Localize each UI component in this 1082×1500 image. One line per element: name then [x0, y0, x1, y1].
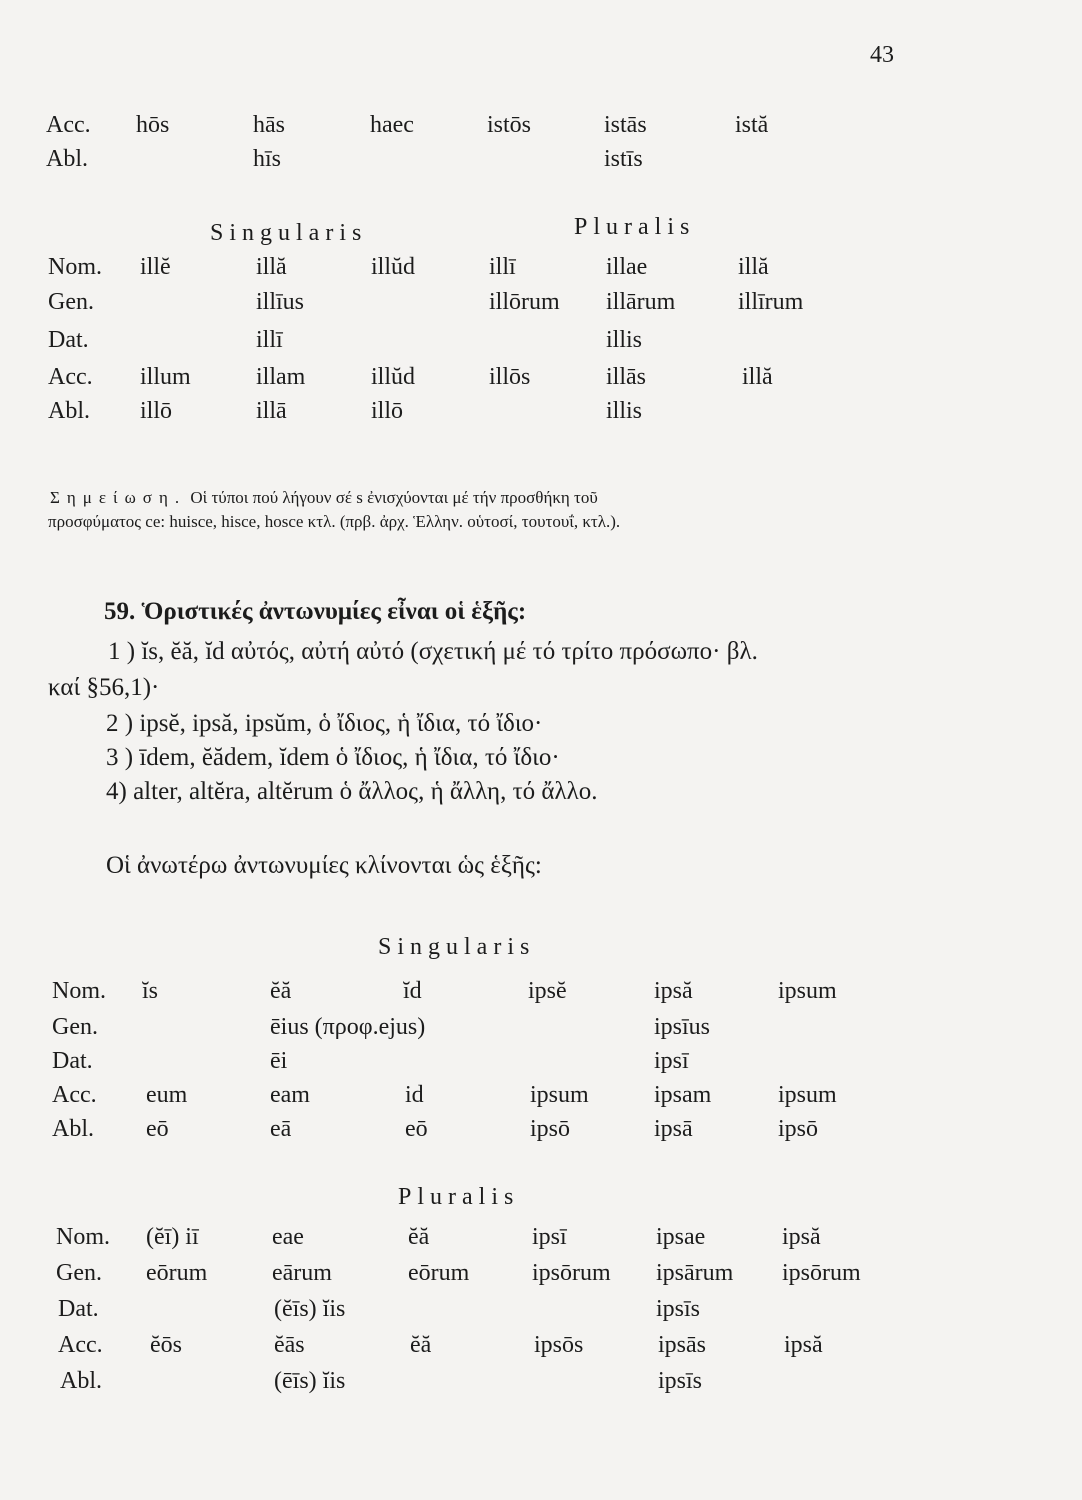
form-cell: illis	[606, 398, 643, 424]
form-cell: ĕās	[274, 1332, 305, 1358]
form-cell: ipsīus	[654, 1014, 711, 1040]
case-label: Acc.	[46, 112, 91, 138]
form-cell: illis	[606, 327, 643, 353]
form-cell: illō	[371, 398, 404, 424]
form-cell: illă	[738, 254, 769, 280]
list-item: 3 ) īdem, ĕădem, ĭdem ὁ ἴδιος, ἡ ἴδια, τό ἴδιο·	[106, 744, 560, 771]
note-line-2: προσφύματος ce: huisce, hisce, hosce κτλ. (πρβ. ἀρχ. Ἑλλην. οὑτοσί, τουτουΐ, κτλ.).	[48, 512, 621, 531]
table-row	[0, 327, 1082, 359]
form-cell: illă	[742, 364, 773, 390]
form-cell: eō	[405, 1116, 428, 1142]
form-cell: ipsum	[778, 978, 837, 1004]
table-row	[0, 1224, 1082, 1256]
form-cell: illārum	[606, 289, 676, 315]
form-cell: ēius (προφ.ejus)	[270, 1014, 426, 1040]
case-label: Nom.	[52, 978, 106, 1004]
case-label: Gen.	[52, 1014, 98, 1040]
form-cell: ēi	[270, 1048, 288, 1074]
form-cell: eae	[272, 1224, 304, 1250]
form-cell: eō	[146, 1116, 169, 1142]
note-text: Οἱ τύποι πού λήγουν σέ s ἐνισχύονται μέ τήν προσθήκη τοῦ	[190, 488, 598, 507]
section-heading: 59. Ὁριστικές ἀντωνυμίες εἶναι οἱ ἑξῆς:	[104, 598, 527, 625]
form-cell: eārum	[272, 1260, 332, 1286]
case-label: Dat.	[48, 327, 89, 353]
singularis-heading: Singularis	[210, 220, 368, 246]
pluralis-heading: Pluralis	[574, 214, 696, 240]
case-label: Abl.	[48, 398, 90, 424]
form-cell: haec	[370, 112, 414, 138]
form-cell: ĭs	[142, 978, 159, 1004]
form-cell: illŭd	[371, 364, 416, 390]
form-cell: ipsă	[654, 978, 693, 1004]
form-cell: eōrum	[146, 1260, 208, 1286]
declension-intro: Οἱ ἀνωτέρω ἀντωνυμίες κλίνονται ὡς ἑξῆς:	[106, 852, 542, 879]
note-line-1	[50, 488, 598, 508]
table-row	[0, 1014, 1082, 1046]
case-label: Abl.	[46, 146, 88, 172]
case-label: Gen.	[56, 1260, 102, 1286]
form-cell: ipsă	[782, 1224, 821, 1250]
form-cell: ipsīs	[656, 1296, 701, 1322]
form-cell: ipsam	[654, 1082, 712, 1108]
pluralis-heading: Pluralis	[398, 1184, 520, 1210]
form-cell: illō	[140, 398, 173, 424]
form-cell: illā	[256, 398, 287, 424]
case-label: Dat.	[58, 1296, 99, 1322]
form-cell: illī	[489, 254, 516, 280]
form-cell: ipsōs	[534, 1332, 584, 1358]
table-row	[0, 112, 1082, 144]
table-row	[0, 1082, 1082, 1114]
form-cell: ipsā	[654, 1116, 693, 1142]
table-row	[0, 398, 1082, 430]
form-cell: illă	[256, 254, 287, 280]
case-label: Abl.	[52, 1116, 94, 1142]
form-cell: eam	[270, 1082, 310, 1108]
form-cell: eum	[146, 1082, 188, 1108]
form-cell: ipsōrum	[532, 1260, 611, 1286]
table-row	[0, 364, 1082, 396]
note-label: Σημείωση.	[50, 488, 187, 507]
form-cell: ĕōs	[150, 1332, 182, 1358]
list-item: 4) alter, altĕra, altĕrum ὁ ἄλλος, ἡ ἄλλη, τό ἄλλο.	[106, 778, 598, 805]
form-cell: hōs	[136, 112, 170, 138]
form-cell: ĕă	[270, 978, 292, 1004]
form-cell: illĕ	[140, 254, 171, 280]
form-cell: hās	[253, 112, 285, 138]
form-cell: ipsīs	[658, 1368, 703, 1394]
table-row	[0, 1332, 1082, 1364]
case-label: Nom.	[48, 254, 102, 280]
form-cell: ĕă	[410, 1332, 432, 1358]
form-cell: ipsum	[778, 1082, 837, 1108]
form-cell: illās	[606, 364, 646, 390]
form-cell: hīs	[253, 146, 282, 172]
table-row	[0, 1368, 1082, 1400]
form-cell: istās	[604, 112, 647, 138]
list-item: 2 ) ipsĕ, ipsă, ipsŭm, ὁ ἴδιος, ἡ ἴδια, τό ἴδιο·	[106, 710, 543, 737]
form-cell: ĕă	[408, 1224, 430, 1250]
form-cell: illīus	[256, 289, 305, 315]
case-label: Abl.	[60, 1368, 102, 1394]
singularis-heading: Singularis	[378, 934, 536, 960]
form-cell: illae	[606, 254, 648, 280]
form-cell: (ĕī) iī	[146, 1224, 199, 1250]
case-label: Dat.	[52, 1048, 93, 1074]
form-cell: ipsō	[530, 1116, 571, 1142]
form-cell: eā	[270, 1116, 292, 1142]
form-cell: id	[405, 1082, 424, 1108]
case-label: Acc.	[48, 364, 93, 390]
form-cell: illum	[140, 364, 191, 390]
case-label: Acc.	[52, 1082, 97, 1108]
form-cell: istă	[735, 112, 769, 138]
form-cell: ipsă	[784, 1332, 823, 1358]
form-cell: ipsī	[532, 1224, 567, 1250]
form-cell: istōs	[487, 112, 532, 138]
list-item-continuation: καί §56,1)·	[48, 674, 160, 701]
table-row	[0, 254, 1082, 286]
list-item: 1 ) ĭs, ĕă, ĭd αὐτός, αὐτή αὐτό (σχετική μέ τό τρίτο πρόσωπο· βλ.	[108, 638, 758, 665]
form-cell: (ēīs) ĭis	[274, 1368, 346, 1394]
form-cell: ipsae	[656, 1224, 706, 1250]
form-cell: ĭd	[403, 978, 422, 1004]
form-cell: illam	[256, 364, 306, 390]
table-row	[0, 978, 1082, 1010]
table-row	[0, 1048, 1082, 1080]
page-number: 43	[870, 42, 894, 68]
case-label: Nom.	[56, 1224, 110, 1250]
case-label: Gen.	[48, 289, 94, 315]
form-cell: (ĕīs) ĭis	[274, 1296, 346, 1322]
form-cell: ipsās	[658, 1332, 706, 1358]
case-label: Acc.	[58, 1332, 103, 1358]
form-cell: ipsĕ	[528, 978, 567, 1004]
table-row	[0, 1296, 1082, 1328]
form-cell: illī	[256, 327, 283, 353]
form-cell: istīs	[604, 146, 643, 172]
form-cell: illōs	[489, 364, 531, 390]
form-cell: ipsum	[530, 1082, 589, 1108]
table-row	[0, 146, 1082, 178]
form-cell: illŭd	[371, 254, 416, 280]
form-cell: ipsōrum	[782, 1260, 861, 1286]
form-cell: ipsō	[778, 1116, 819, 1142]
table-row	[0, 1116, 1082, 1148]
form-cell: illīrum	[738, 289, 804, 315]
table-row	[0, 289, 1082, 321]
form-cell: ipsī	[654, 1048, 689, 1074]
form-cell: ipsārum	[656, 1260, 734, 1286]
table-row	[0, 1260, 1082, 1292]
form-cell: eōrum	[408, 1260, 470, 1286]
form-cell: illōrum	[489, 289, 560, 315]
